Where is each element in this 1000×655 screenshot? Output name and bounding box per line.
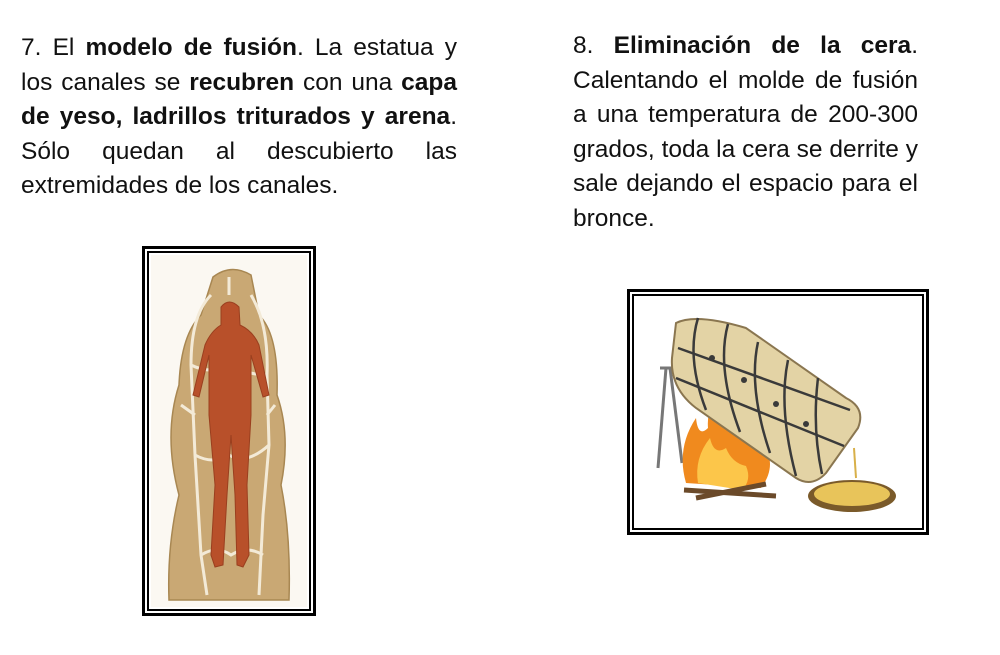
fusion-mold-illustration [151,255,307,607]
step-7-bold-2: recubren [189,68,295,96]
step-7-bold-3: capa de yeso, ladrillos triturados y arena [21,68,457,130]
wax-removal-illustration [636,298,920,526]
step-8-paragraph [573,29,918,236]
step-7-text-1: El [41,34,86,61]
step-8-number: 8. [573,32,594,59]
step-8-text-2: . Calentando el molde de fusión a una temperatura de 200-300 grados, toda la cera se derrite y sale dejando el espacio para el bronce. [573,32,918,232]
step-7-text-4: . Sólo quedan al descubierto las extremidades de los canales. [21,103,457,199]
melted-wax [814,482,890,506]
step-7-paragraph [21,31,457,204]
step-8-text-1 [593,32,613,59]
step-7-text-2: . La estatua y los canales se [21,34,457,96]
fusion-mold-illustration-frame [142,246,316,616]
step-7-bold-1: modelo de fusión [85,34,297,61]
step-7-number: 7. [21,34,42,61]
step-8-bold-1: Eliminación de la cera [613,32,912,59]
wax-removal-illustration-frame [627,289,929,535]
step-7-text-3: con una [294,68,402,96]
